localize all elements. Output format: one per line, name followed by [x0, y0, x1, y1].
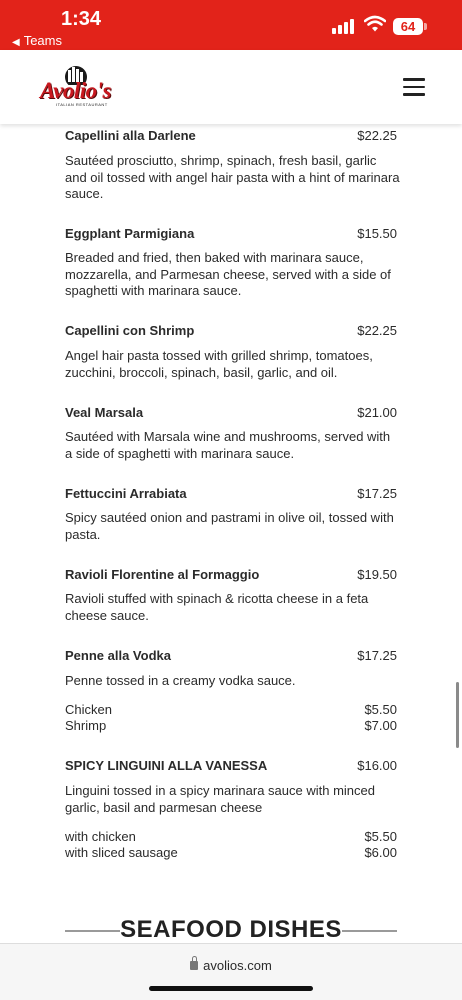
- menu-item-description: Sautéed with Marsala wine and mushrooms, served with a side of spaghetti with marinara sauce.: [65, 429, 391, 461]
- wifi-icon: [364, 15, 386, 33]
- menu-item-description: Breaded and fried, then baked with marinara sauce, mozzarella, and Parmesan cheese, served with a side of spaghetti with marinara sauce.: [65, 250, 391, 298]
- menu-item-price: $15.50: [357, 226, 397, 241]
- menu-item-title: Eggplant Parmigiana: [65, 226, 195, 241]
- battery-icon: 64: [393, 18, 423, 35]
- hamburger-icon: [403, 78, 425, 81]
- home-indicator[interactable]: [149, 986, 313, 991]
- status-time: 1:34: [61, 8, 102, 30]
- back-app-label: Teams: [23, 33, 62, 48]
- lock-icon: [190, 961, 198, 970]
- menu-option-price: $5.50: [364, 829, 397, 844]
- restaurant-logo[interactable]: [40, 64, 112, 110]
- browser-address-bar[interactable]: [0, 943, 462, 1000]
- address-display[interactable]: [0, 958, 462, 973]
- menu-item-price: $19.50: [357, 567, 397, 582]
- menu-item-price: $17.25: [357, 648, 397, 663]
- menu-item-description: Sautéed prosciutto, shrimp, spinach, fresh basil, garlic and oil tossed with angel hair pasta with a hint of marinara sauce.: [65, 153, 400, 201]
- site-header: [0, 50, 462, 124]
- menu-option-price: $5.50: [364, 702, 397, 717]
- menu-item-description: Linguini tossed in a spicy marinara sauce with minced garlic, basil and parmesan cheese: [65, 783, 375, 815]
- menu-option-label: Shrimp: [65, 718, 107, 733]
- menu-item-description: Ravioli stuffed with spinach & ricotta cheese in a feta cheese sauce.: [65, 591, 369, 623]
- menu-option-price: $7.00: [364, 718, 397, 733]
- menu-option-label: with chicken: [65, 829, 136, 844]
- menu-item-price: $22.25: [357, 323, 397, 338]
- menu-item-title: Ravioli Florentine al Formaggio: [65, 567, 260, 582]
- menu-item-title: Capellini alla Darlene: [65, 128, 196, 143]
- menu-item-price: $16.00: [357, 758, 397, 773]
- menu-item-title: Capellini con Shrimp: [65, 323, 195, 338]
- back-arrow-icon: ◀: [12, 37, 20, 48]
- menu-option-price: $6.00: [364, 845, 397, 860]
- logo-wordmark: Avolio's: [40, 78, 111, 103]
- section-divider-right: [342, 930, 397, 932]
- battery-tip: [424, 23, 427, 30]
- menu-item-price: $17.25: [357, 486, 397, 501]
- menu-item-price: $22.25: [357, 128, 397, 143]
- section-title: SEAFOOD DISHES: [120, 916, 342, 943]
- menu-option-label: with sliced sausage: [65, 845, 178, 860]
- menu-item-title: Veal Marsala: [65, 405, 144, 420]
- menu-item-description: Spicy sautéed onion and pastrami in olive oil, tossed with pasta.: [65, 510, 394, 542]
- cellular-signal-icon: [332, 18, 358, 34]
- menu-item-price: $21.00: [357, 405, 397, 420]
- menu-item-title: SPICY LINGUINI ALLA VANESSA: [65, 758, 268, 773]
- menu-item-description: Angel hair pasta tossed with grilled shrimp, tomatoes, zucchini, broccoli, spinach, basil, garlic, and oil.: [65, 348, 373, 380]
- menu-item-title: Fettuccini Arrabiata: [65, 486, 187, 501]
- hamburger-menu-button[interactable]: [403, 78, 425, 96]
- logo-subtitle: ITALIAN RESTAURANT: [56, 102, 108, 107]
- scrollbar-thumb[interactable]: [456, 682, 459, 748]
- menu-option-label: Chicken: [65, 702, 112, 717]
- status-bar: [0, 0, 462, 50]
- url-text: avolios.com: [203, 958, 272, 973]
- menu-item-description: Penne tossed in a creamy vodka sauce.: [65, 673, 296, 688]
- back-to-app-link[interactable]: [12, 33, 62, 48]
- section-heading: [0, 916, 462, 946]
- menu-item-title: Penne alla Vodka: [65, 648, 171, 663]
